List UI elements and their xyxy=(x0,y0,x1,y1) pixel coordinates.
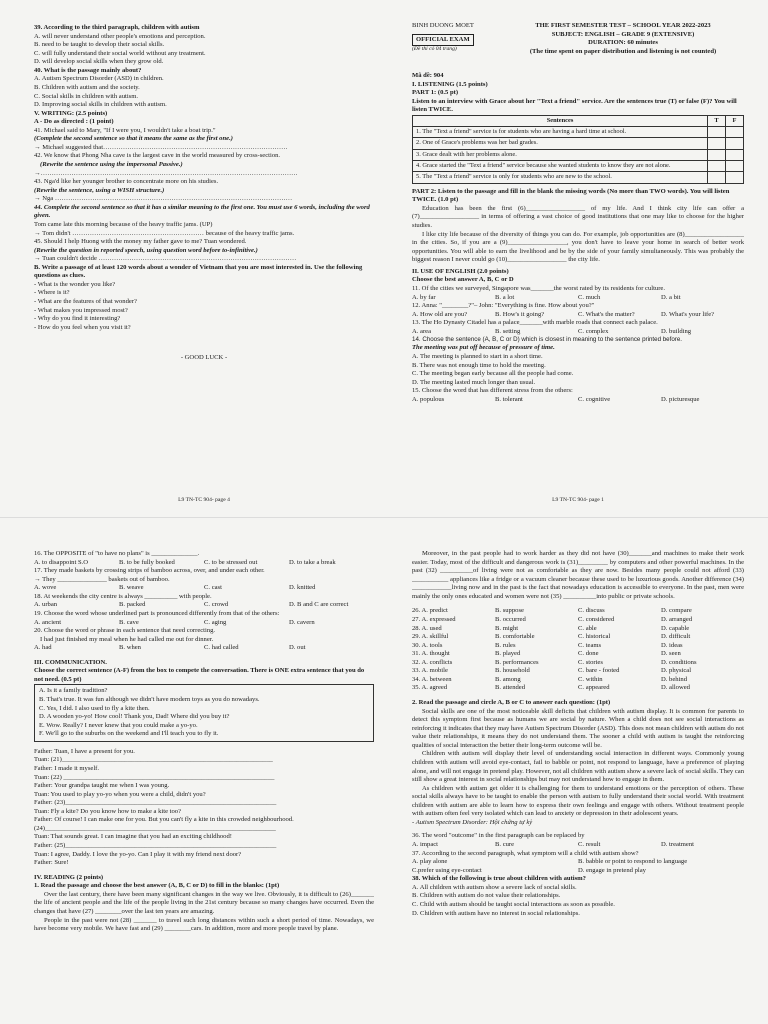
option[interactable]: A. to disappoint S.O xyxy=(34,558,89,566)
sentence-box xyxy=(34,684,374,741)
options-row xyxy=(34,584,374,593)
dialogue-line: Father: Sure! xyxy=(34,859,69,867)
listening-passage: Education has been the first (6)__________________ of my life. And I think city life can offer a (7)__________________ in terms of offering a vast choice of good institutions that one may like to choose for the higher studies. xyxy=(412,204,744,230)
instruction: (Rewrite the sentence, using a WISH structure.) xyxy=(34,186,165,194)
clue: - What are the features of that wonder? xyxy=(34,298,137,305)
true-false-table xyxy=(412,115,744,184)
question-41: 41. Michael said to Mary, "If I were you, I wouldn't take a boat trip." xyxy=(34,126,216,134)
option[interactable]: A. by far xyxy=(412,293,436,301)
dialogue-line: Tuan: I agree, Daddy. I love the yo-yo. Can I play it with my friend next door? xyxy=(34,850,242,858)
option[interactable]: C. Child with autism should be taught social interactions as soon as possible. xyxy=(412,900,615,908)
clue: - How do you feel when you visit it? xyxy=(34,323,131,331)
reading-passage: As children with autism get older it is challenging for them to understand emotions or the perception of others. These social skills always have to be taught to enable the person with autism to fully understand their social world. With treatment children with autism are able to learn how to express their own feelings and engage with others. Without treatment people with autism often feel very isolated which can lead to anxiety or depression in their adolescent years. xyxy=(412,784,744,818)
option[interactable]: D. a bit xyxy=(661,293,681,301)
option[interactable]: C. to be stressed out xyxy=(204,558,258,566)
option[interactable]: B. when xyxy=(119,644,141,652)
option[interactable]: 34. A. between xyxy=(412,675,452,683)
page-divider xyxy=(0,517,768,518)
option: A. Autism Spectrum Disorder (ASD) in children. xyxy=(34,75,164,83)
listening-passage: I like city life because of the diversity of things you can do. For example, job opportunities are (8)__________________ in the cities. So, if you are a (9)__________________, you don't have to leave your home in search of better work opportunities. You will able to earn the livelihood and be by the side of your family simultaneously. This was probably the biggest reason I never could go (10)__________________ the city life. xyxy=(412,230,744,264)
options-row xyxy=(412,328,744,337)
option[interactable]: D. behind xyxy=(661,675,688,683)
option[interactable]: C. What's the matter? xyxy=(578,310,635,318)
answer-cell[interactable] xyxy=(708,127,726,138)
answer-line: → They _______________ baskets out of bamboo. xyxy=(34,575,170,583)
table-cell: 5. The "Text a friend" service is only for students who are new to the school. xyxy=(413,172,708,183)
dialogue-line: Father: Of course! I can make one for you. But you can't fly a kite in this crowded neighbourhood. xyxy=(34,816,294,824)
option[interactable]: A. How old are you? xyxy=(412,310,468,318)
option[interactable]: C. result xyxy=(578,841,601,848)
option[interactable]: A. The meeting is planned to start in a short time. xyxy=(412,352,543,360)
box-sentence: F. We'll go to the suburbs on the weekend and I'll teach you to fly it. xyxy=(39,730,219,738)
options-row xyxy=(412,642,744,651)
answer-line: → Michael suggested that………………………………………………………………………… xyxy=(34,143,288,151)
option[interactable]: C. bare - footed xyxy=(578,667,620,675)
section-heading-reading: IV. READING (2 points) xyxy=(34,873,104,881)
reading-passage: Social skills are one of the most noticeable skill deficits that children with autism display. It is common for parents to detect this symptom first because as humans we are social by nature. When a child does not see social interactions as reinforcing it indicates that they may have Autism Spectrum Disorder (ASD). This does not mean children with autism do not value their relationships, it means they do not understand them. The sooner a child with autism is taught the reinforcing qualities of social interaction the better their long-term outcome will be. xyxy=(412,707,744,749)
option[interactable]: B. a lot xyxy=(495,293,515,301)
options-row xyxy=(412,633,744,642)
table-row xyxy=(413,127,744,138)
reading-passage: People in the past were not (28) _______ to travel such long distances within such a short period of time. Nowadays, we have become very mobile. We have fast and (29) ________cars. In addition, more and more people travel by plane. xyxy=(34,916,374,933)
option[interactable]: C. teams xyxy=(578,641,602,649)
box-sentence: D. A wooden yo-yo! How cool! Thank you, Dad! Where did you buy it? xyxy=(39,713,230,721)
option[interactable]: D. engage in pretend play xyxy=(578,866,646,874)
table-row xyxy=(413,138,744,149)
option[interactable]: D. out xyxy=(289,644,306,652)
option[interactable]: C. cast xyxy=(204,584,222,592)
answer-cell[interactable] xyxy=(726,127,744,138)
dialogue-line: Father: Your grandpa taught me when I was young. xyxy=(34,782,170,790)
page-footer: L9 TN-TC 904- page 1 xyxy=(552,497,604,503)
option[interactable]: B. There was not enough time to hold the meeting. xyxy=(412,361,546,369)
dialogue-line: Father: Tuan, I have a present for you. xyxy=(34,747,135,755)
part-1-heading: PART 1: (0.5 pt) xyxy=(412,89,459,97)
option[interactable]: 31. A. thought xyxy=(412,650,450,658)
clue: - What makes you impressed most? xyxy=(34,306,128,314)
answer-cell[interactable] xyxy=(708,149,726,160)
option[interactable]: B. suppose xyxy=(495,607,524,615)
option[interactable]: A. populous xyxy=(412,395,445,403)
option[interactable]: D. conditions xyxy=(661,658,697,666)
answer-options-grid xyxy=(412,607,744,693)
options-row xyxy=(412,616,744,625)
option[interactable]: 30. A. tools xyxy=(412,641,443,649)
option[interactable]: B. How's it going? xyxy=(495,310,545,318)
question-43: 43. Nga'd like her younger brother to concentrate more on his studies. xyxy=(34,178,219,186)
option[interactable]: B. packed xyxy=(119,601,146,609)
answer-cell[interactable] xyxy=(708,138,726,149)
option[interactable]: C. cognitive xyxy=(578,395,611,403)
option[interactable]: C. had called xyxy=(204,644,239,652)
table-cell: 3. Grace dealt with her problems alone. xyxy=(413,149,708,160)
table-row xyxy=(413,149,744,160)
option[interactable]: D. seen xyxy=(661,650,681,658)
dialogue-line[interactable]: Father: (23)________________________________________________________________ xyxy=(34,799,277,807)
question-39: 39. According to the third paragraph, children with autism xyxy=(34,24,200,31)
option[interactable]: D. Children with autism have no interest in social relationships. xyxy=(412,909,580,917)
option: A. will never understand other people's emotions and perception. xyxy=(34,32,206,40)
option[interactable]: B. cure xyxy=(495,841,515,848)
table-cell: 4. Grace started the "Text a friend" service because she wanted students to know they are not alone. xyxy=(413,161,708,172)
option[interactable]: A. impact xyxy=(412,841,439,848)
section-heading-writing: V. WRITING: (2.5 points) xyxy=(34,109,108,117)
option[interactable]: B. babble or point to respond to language xyxy=(578,858,688,866)
part-a-heading: A - Do as directed : (1 point) xyxy=(34,118,114,126)
option[interactable]: 33. A. mobile xyxy=(412,667,448,675)
options-row xyxy=(412,650,744,659)
box-sentence: C. Yes, I did. I also used to fly a kite then. xyxy=(39,704,150,712)
question-15: 15. Choose the word that has different stress from the others: xyxy=(412,387,573,395)
option[interactable]: B. tolerant xyxy=(495,395,523,403)
options-row xyxy=(34,601,374,610)
exam-code: Mã đề: 904 xyxy=(412,72,444,79)
option: C. Social skills in children with autism. xyxy=(34,92,139,100)
option[interactable]: C. much xyxy=(578,293,601,301)
dialogue-line[interactable]: Father: (25)________________________________________________________________ xyxy=(34,842,277,849)
question-16: 16. The OPPOSITE of "to have no plans" is ______________. xyxy=(34,550,200,557)
option[interactable]: D. physical xyxy=(661,667,692,675)
question-38: 38. Which of the following is true about children with autism? xyxy=(412,875,586,883)
option[interactable]: C. considered xyxy=(578,615,615,623)
option[interactable]: C. able xyxy=(578,624,597,632)
page1-listening-section xyxy=(412,72,744,494)
options-row xyxy=(34,644,374,653)
question-36: 36. The word "outcome" in the first paragraph can be replaced by xyxy=(412,832,585,840)
option: B. Children with autism and the society. xyxy=(34,83,140,91)
option[interactable]: D. building xyxy=(661,327,692,335)
reading-part-1-heading: 1. Read the passage and choose the best answer (A, B, C or D) to fill in the blanks: (1pt) xyxy=(34,882,280,890)
options-row xyxy=(412,684,744,693)
option[interactable]: B. played xyxy=(495,650,521,658)
instruction: (Complete the second sentence so that it means the same as the first one.) xyxy=(34,135,233,143)
option[interactable]: 35. A. agreed xyxy=(412,684,448,692)
question-37: 37. According to the second paragraph, what symptom will a child with autism show? xyxy=(412,849,639,857)
option[interactable]: A. ancient xyxy=(34,618,62,626)
options-row xyxy=(412,396,744,405)
options-row xyxy=(34,619,374,628)
option[interactable]: C. The meeting began early because all the people had come. xyxy=(412,370,574,378)
option[interactable]: D. to take a break xyxy=(289,558,336,566)
option[interactable]: A. All children with autism show a severe lack of social skills. xyxy=(412,883,577,891)
question-14: 14. Choose the sentence (A, B, C or D) which is closest in meaning to the sentence printed before. xyxy=(412,336,682,344)
options-row xyxy=(412,294,744,303)
answer-line: → Tom didn't …………………………………………………… because of the heavy traffic jams. xyxy=(34,229,295,237)
options-row xyxy=(412,659,744,668)
option[interactable]: 28. A. used xyxy=(412,624,442,632)
department-name: BINH DUONG MOET xyxy=(412,22,474,29)
reading-passage: Moreover, in the past people had to work harder as they did not have (30)_______and machines to make their work easier. Today, most of the difficult and dangerous work is (31)_________ by computers and other powerful machines. In the past (32) __________of living were not as comfortable as they are now. Besides many people could not afford (33) ___________ appliances like a fridge or a vacuum cleaner because these used to be luxurious goods. Another difference (34) ____________living now and in the past is the fact that nowadays education is accessible to everyone. In the past, men were mainly the only ones educated and women were not (35) __________into public or private schools. xyxy=(412,550,744,600)
official-exam-label: OFFICIAL EXAM xyxy=(412,34,474,47)
option[interactable]: B. performances xyxy=(495,658,539,666)
option[interactable]: D. cavern xyxy=(289,618,315,626)
dialogue-line: Father: I made it myself. xyxy=(34,764,100,772)
option[interactable]: C. appeared xyxy=(578,684,610,692)
options-row xyxy=(412,667,744,676)
part-1-instruction: Listen to an interview with Grace about her "Text a friend" service. Are the sentences true (T) or false (F)? You will listen TWICE. xyxy=(412,97,737,114)
dialogue-line: Tuan: You used to play yo-yo when you were a child, didn't you? xyxy=(34,790,206,798)
option: B. need to be taught to develop their social skills. xyxy=(34,41,165,49)
question-18: 18. At weekends the city centre is always __________ with people. xyxy=(34,592,212,600)
option[interactable]: D. difficult xyxy=(661,633,691,641)
option[interactable]: A. urban xyxy=(34,601,58,609)
question-20: 20. Choose the word or phrase in each sentence that need correcting. xyxy=(34,627,216,635)
reading-part-2-heading: 2. Read the passage and circle A, B or C to answer each question: (1pt) xyxy=(412,699,611,706)
option[interactable]: C. historical xyxy=(578,633,611,641)
option[interactable]: C. crowd xyxy=(204,601,229,609)
exam-subject: SUBJECT: ENGLISH – GRADE 9 (EXTENSIVE) xyxy=(551,30,695,38)
dialogue-line[interactable]: Tuan: (21)________________________________________________________________ xyxy=(34,756,273,764)
option[interactable]: 26. A. predict xyxy=(412,607,448,615)
option[interactable]: D. compare xyxy=(661,607,692,615)
question-19: 19. Choose the word whose underlined part is pronounced differently from that of the others: xyxy=(34,609,280,617)
box-sentence: E. Wow. Really? I never knew that you could make a yo-yo. xyxy=(39,721,198,729)
answer-cell[interactable] xyxy=(726,138,744,149)
option[interactable]: C. discuss xyxy=(578,607,605,615)
option[interactable]: A. area xyxy=(412,327,432,335)
table-header: T xyxy=(708,115,726,126)
page-count-note: (Đề thi có 04 trang) xyxy=(412,46,457,53)
page3-section xyxy=(412,550,744,1018)
answer-line: → Tuan couldn't decide ……………………………………………………………………………… xyxy=(34,255,297,263)
option[interactable]: C. aging xyxy=(204,618,227,626)
option[interactable]: D. ideas xyxy=(661,641,683,649)
options-row xyxy=(412,676,744,685)
option[interactable]: B. rules xyxy=(495,641,516,649)
options-row xyxy=(412,607,744,616)
section-heading-use-of-english: II. USE OF ENGLISH (2.0 points) xyxy=(412,267,509,275)
option[interactable]: B. attended xyxy=(495,684,526,692)
question-40: 40. What is the passage mainly about? xyxy=(34,66,142,74)
table-header: Sentences xyxy=(413,115,708,126)
section-heading-communication: III. COMMUNICATION. xyxy=(34,658,107,666)
option[interactable]: D. capable xyxy=(661,624,690,632)
option[interactable]: D. The meeting lasted much longer than usual. xyxy=(412,378,536,386)
question-42: 42. We know that Phong Nha cave is the largest cave in the world measured by cross-section. xyxy=(34,152,281,160)
option[interactable]: B. among xyxy=(495,675,521,683)
dialogue-line[interactable]: (24)______________________________________________________________________ xyxy=(34,824,276,832)
part-2-heading: PART 2: Listen to the passage and fill in the blank the missing words (No more than TWO words). You will listen TWICE. (1.0 pt) xyxy=(412,187,730,204)
option[interactable]: B. Children with autism do not value their relationships. xyxy=(412,892,561,900)
instruction: (Rewrite the sentence using the impersonal Passive.) xyxy=(40,161,183,168)
question-44-sentence: Tom came late this morning because of the heavy traffic jams. (UP) xyxy=(34,220,213,228)
dialogue xyxy=(34,748,374,868)
options-row xyxy=(34,559,374,568)
exam-title: THE FIRST SEMESTER TEST – SCHOOL YEAR 2022-2023 xyxy=(535,22,711,29)
table-header: F xyxy=(726,115,744,126)
option[interactable]: A. had xyxy=(34,644,52,652)
section-heading-listening: I. LISTENING (1.5 points) xyxy=(412,80,488,88)
option[interactable]: B. comfortable xyxy=(495,633,535,641)
option[interactable]: D. allowed xyxy=(661,684,690,692)
clue: - Why do you find it interesting? xyxy=(34,315,121,323)
exam-duration: DURATION: 60 minutes xyxy=(588,39,658,47)
option[interactable]: D. arranged xyxy=(661,615,693,623)
option[interactable]: A. play alone xyxy=(412,858,448,866)
option[interactable]: C. done xyxy=(578,650,599,658)
question-12: 12. Anna: "________?"– John: "Everything is fine. How about you?" xyxy=(412,302,595,310)
answer-line: →……………………………………………………………………………………………………… xyxy=(34,169,298,177)
reading-passage: Over the last century, there have been many significant changes in the way we live. Obviously, it is difficult to (26)_______ the life of ancient people and the life of the people living in the 21st century because so many changes have occurred. Even the changes that have (27) ________over the last ten years are amazing. xyxy=(34,890,374,915)
option: C. will fully understand their social world without any treatment. xyxy=(34,49,206,57)
table-cell: 2. One of Grace's problems was her bad grades. xyxy=(413,138,708,149)
option[interactable]: B. weave xyxy=(119,584,144,592)
option[interactable]: B. setting xyxy=(495,327,521,335)
table-cell: 1. The "Text a friend" service is for students who are having a hard time at school. xyxy=(413,127,708,138)
glossary-note: - Autism Spectrum Disorder: Hội chứng tự kỷ xyxy=(412,818,533,826)
dialogue-line: Tuan: That sounds great. I can imagine that you had an exciting childhood! xyxy=(34,833,232,841)
option[interactable]: D. knitted xyxy=(289,584,316,592)
exam-note: (The time spent on paper distribution and listening is not counted) xyxy=(529,47,717,55)
good-luck: - GOOD LUCK - xyxy=(180,354,228,362)
question-11: 11. Of the cities we surveyed, Singapore was_______the worst rated by its residents for culture. xyxy=(412,284,666,292)
option[interactable]: 27. A. expressed xyxy=(412,615,456,623)
option[interactable]: C.prefer using eye-contact xyxy=(412,866,482,874)
options-row xyxy=(412,625,744,634)
option[interactable]: B. household xyxy=(495,667,530,675)
options-row xyxy=(412,858,744,875)
part-b-heading: B. Write a passage of at least 120 words about a wonder of Vietnam that you are most interested in. Use the following questions as clues. xyxy=(34,263,363,280)
question-14-sentence: The meeting was put off because of pressure of time. xyxy=(412,344,555,352)
options-row xyxy=(412,311,744,320)
reading-passage: Children with autism will display their level of understanding social interaction in different ways. Commonly young children with autism will avoid eye-contact, fail to babble or point, not respond to language, have a preference of playing alone, and will not engage in pretend play. However, not all children with autism show a severe lack of social skills. They can still show a great interest in social relationships but may not understand how to engage in them. xyxy=(412,750,744,784)
option[interactable]: D. treatment xyxy=(661,841,694,848)
clue: - Where is it? xyxy=(34,289,70,297)
option: D. will develop social skills when they grow old. xyxy=(34,58,164,66)
communication-instruction: Choose the correct sentence (A-F) from the box to compete the conversation. There is ONE extra sentence that you do not need. (0.5 pt) xyxy=(34,667,365,683)
option[interactable]: C. complex xyxy=(578,327,609,335)
page1-header xyxy=(412,22,742,70)
option[interactable]: D. What's your life? xyxy=(661,310,715,318)
answer-cell[interactable] xyxy=(708,172,726,183)
option[interactable]: 29. A. skillful xyxy=(412,633,449,641)
answer-cell[interactable] xyxy=(726,161,744,172)
clue: - What is the wonder you like? xyxy=(34,280,116,288)
question-44: 44. Complete the second sentence so that it has a similar meaning to the first one. You must use 6 words, including the word given. xyxy=(34,203,370,220)
option[interactable]: 32. A. conflicts xyxy=(412,658,453,666)
box-sentence: A. Is it a family tradition? xyxy=(39,687,108,695)
question-20-sentence: I had just finished my meal when he had called me out for dinner. xyxy=(40,635,214,643)
option[interactable]: B. to be fully booked xyxy=(119,558,175,566)
page2-section xyxy=(34,550,374,1018)
question-17: 17. They made baskets by crossing strips of bamboo across, over, and under each other. xyxy=(34,567,265,575)
option: D. Improving social skills in children with autism. xyxy=(34,101,167,109)
option[interactable]: D. B and C are correct xyxy=(289,601,349,609)
table-row xyxy=(413,161,744,172)
answer-cell[interactable] xyxy=(726,149,744,160)
instruction: Choose the best answer A, B, C or D xyxy=(412,276,514,284)
box-sentence: B. That's true. It was fun although we didn't have modern toys as you do nowadays. xyxy=(39,696,260,703)
option[interactable]: A. wove xyxy=(34,584,57,592)
option[interactable]: C. stories xyxy=(578,658,603,666)
options-row xyxy=(412,841,744,850)
option[interactable]: B. might xyxy=(495,624,519,632)
answer-cell[interactable] xyxy=(726,172,744,183)
option[interactable]: C. within xyxy=(578,675,603,683)
answer-line: → Nga ……………………………………………………………………………………………… xyxy=(34,195,293,203)
question-45: 45. Should I help Huong with the money my father gave to me? Tuan wondered. xyxy=(34,238,247,246)
dialogue-line: Tuan: Fly a kite? Do you know how to make a kite too? xyxy=(34,807,181,815)
option[interactable]: B. occurred xyxy=(495,615,526,623)
instruction: (Rewrite the question in reported speech, using question word before to-infinitive.) xyxy=(34,246,258,254)
page4-writing-section xyxy=(34,24,374,514)
table-row xyxy=(413,172,744,183)
page-footer: L9 TN-TC 904- page 4 xyxy=(178,497,230,503)
option[interactable]: B. cave xyxy=(119,618,139,626)
dialogue-line[interactable]: Tuan: (22) ________________________________________________________________ xyxy=(34,773,275,781)
answer-cell[interactable] xyxy=(708,161,726,172)
question-13: 13. The Ho Dynasty Citadel has a palace_______with marble roads that connect each palace. xyxy=(412,319,658,327)
option[interactable]: D. picturesque xyxy=(661,395,700,403)
